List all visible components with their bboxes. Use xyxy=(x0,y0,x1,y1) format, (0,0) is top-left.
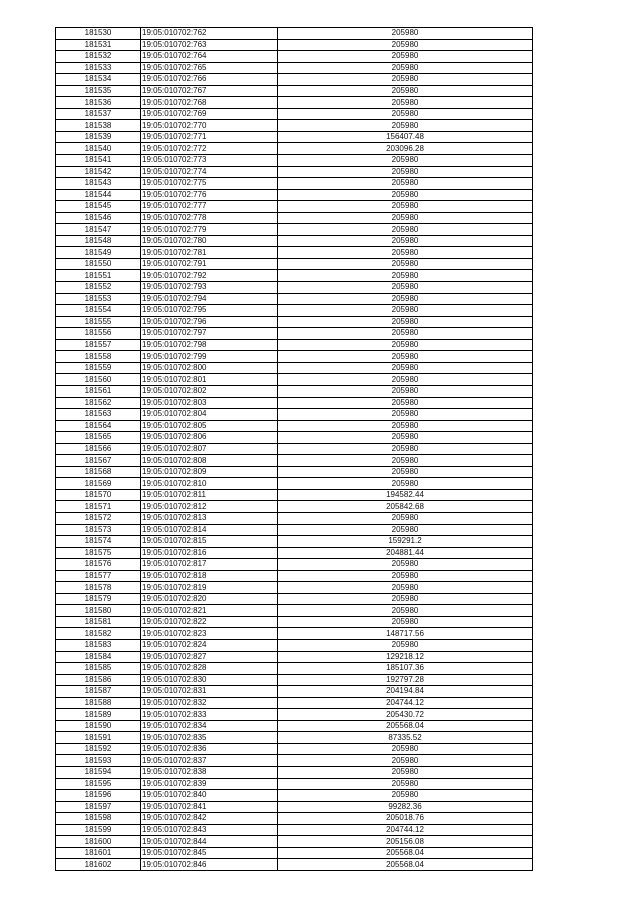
cadastral-number-cell: 19:05:010702:774 xyxy=(141,166,278,178)
value-cell: 205980 xyxy=(278,639,533,651)
table-row xyxy=(56,28,533,40)
table-row xyxy=(56,155,533,167)
cadastral-number-cell: 19:05:010702:800 xyxy=(141,362,278,374)
cadastral-number-cell: 19:05:010702:763 xyxy=(141,39,278,51)
cadastral-number-cell: 19:05:010702:845 xyxy=(141,847,278,859)
table-row xyxy=(56,593,533,605)
row-number-cell: 181584 xyxy=(56,651,141,663)
value-cell: 205018.76 xyxy=(278,813,533,825)
cadastral-number-cell: 19:05:010702:843 xyxy=(141,824,278,836)
cadastral-number-cell: 19:05:010702:792 xyxy=(141,270,278,282)
value-cell: 205980 xyxy=(278,28,533,40)
value-cell: 205980 xyxy=(278,755,533,767)
row-number-cell: 181533 xyxy=(56,62,141,74)
value-cell: 205980 xyxy=(278,189,533,201)
value-cell: 205980 xyxy=(278,201,533,213)
cadastral-number-cell: 19:05:010702:762 xyxy=(141,28,278,40)
value-cell: 87335.52 xyxy=(278,732,533,744)
cadastral-number-cell: 19:05:010702:822 xyxy=(141,616,278,628)
row-number-cell: 181565 xyxy=(56,432,141,444)
cadastral-number-cell: 19:05:010702:795 xyxy=(141,305,278,317)
value-cell: 205980 xyxy=(278,432,533,444)
row-number-cell: 181570 xyxy=(56,489,141,501)
cadastral-number-cell: 19:05:010702:818 xyxy=(141,570,278,582)
table-row xyxy=(56,767,533,779)
value-cell: 205980 xyxy=(278,385,533,397)
cadastral-number-cell: 19:05:010702:794 xyxy=(141,293,278,305)
cadastral-number-cell: 19:05:010702:837 xyxy=(141,755,278,767)
cadastral-number-cell: 19:05:010702:802 xyxy=(141,385,278,397)
cadastral-number-cell: 19:05:010702:777 xyxy=(141,201,278,213)
row-number-cell: 181596 xyxy=(56,790,141,802)
value-cell: 204194.84 xyxy=(278,686,533,698)
cadastral-number-cell: 19:05:010702:832 xyxy=(141,697,278,709)
table-row xyxy=(56,720,533,732)
value-cell: 205980 xyxy=(278,420,533,432)
cadastral-number-cell: 19:05:010702:828 xyxy=(141,663,278,675)
value-cell: 205980 xyxy=(278,409,533,421)
table-row xyxy=(56,178,533,190)
row-number-cell: 181562 xyxy=(56,397,141,409)
table-row xyxy=(56,859,533,871)
table-row xyxy=(56,351,533,363)
row-number-cell: 181599 xyxy=(56,824,141,836)
table-row xyxy=(56,443,533,455)
value-cell: 205156.08 xyxy=(278,836,533,848)
table-row xyxy=(56,512,533,524)
table-row xyxy=(56,51,533,63)
row-number-cell: 181535 xyxy=(56,85,141,97)
value-cell: 205980 xyxy=(278,120,533,132)
row-number-cell: 181534 xyxy=(56,74,141,86)
row-number-cell: 181564 xyxy=(56,420,141,432)
value-cell: 205980 xyxy=(278,397,533,409)
table-row xyxy=(56,836,533,848)
row-number-cell: 181597 xyxy=(56,801,141,813)
table-row xyxy=(56,282,533,294)
value-cell: 205980 xyxy=(278,305,533,317)
cadastral-number-cell: 19:05:010702:779 xyxy=(141,224,278,236)
table-row xyxy=(56,570,533,582)
value-cell: 205980 xyxy=(278,74,533,86)
cadastral-number-cell: 19:05:010702:817 xyxy=(141,559,278,571)
cadastral-number-cell: 19:05:010702:836 xyxy=(141,743,278,755)
table-body xyxy=(56,28,533,871)
cadastral-number-cell: 19:05:010702:831 xyxy=(141,686,278,698)
cadastral-number-cell: 19:05:010702:781 xyxy=(141,247,278,259)
table-row xyxy=(56,616,533,628)
row-number-cell: 181552 xyxy=(56,282,141,294)
value-cell: 205980 xyxy=(278,559,533,571)
value-cell: 205980 xyxy=(278,293,533,305)
row-number-cell: 181561 xyxy=(56,385,141,397)
table-row xyxy=(56,813,533,825)
table-row xyxy=(56,224,533,236)
cadastral-number-cell: 19:05:010702:803 xyxy=(141,397,278,409)
row-number-cell: 181551 xyxy=(56,270,141,282)
table-row xyxy=(56,212,533,224)
value-cell: 148717.56 xyxy=(278,628,533,640)
cadastral-number-cell: 19:05:010702:793 xyxy=(141,282,278,294)
cadastral-number-cell: 19:05:010702:834 xyxy=(141,720,278,732)
value-cell: 205980 xyxy=(278,790,533,802)
cadastral-number-cell: 19:05:010702:816 xyxy=(141,547,278,559)
value-cell: 205980 xyxy=(278,374,533,386)
table-row xyxy=(56,293,533,305)
value-cell: 205980 xyxy=(278,39,533,51)
table-row xyxy=(56,686,533,698)
cadastral-number-cell: 19:05:010702:830 xyxy=(141,674,278,686)
row-number-cell: 181579 xyxy=(56,593,141,605)
row-number-cell: 181542 xyxy=(56,166,141,178)
row-number-cell: 181566 xyxy=(56,443,141,455)
row-number-cell: 181539 xyxy=(56,131,141,143)
table-row xyxy=(56,270,533,282)
value-cell: 203096.28 xyxy=(278,143,533,155)
row-number-cell: 181554 xyxy=(56,305,141,317)
table-row xyxy=(56,131,533,143)
row-number-cell: 181582 xyxy=(56,628,141,640)
value-cell: 205980 xyxy=(278,593,533,605)
table-row xyxy=(56,547,533,559)
table-row xyxy=(56,362,533,374)
cadastral-number-cell: 19:05:010702:767 xyxy=(141,85,278,97)
value-cell: 205980 xyxy=(278,339,533,351)
cadastral-number-cell: 19:05:010702:766 xyxy=(141,74,278,86)
row-number-cell: 181553 xyxy=(56,293,141,305)
value-cell: 192797.28 xyxy=(278,674,533,686)
table-row xyxy=(56,328,533,340)
value-cell: 205980 xyxy=(278,85,533,97)
row-number-cell: 181531 xyxy=(56,39,141,51)
table-row xyxy=(56,732,533,744)
table-row xyxy=(56,651,533,663)
row-number-cell: 181571 xyxy=(56,501,141,513)
cadastral-number-cell: 19:05:010702:765 xyxy=(141,62,278,74)
cadastral-number-cell: 19:05:010702:770 xyxy=(141,120,278,132)
cadastral-number-cell: 19:05:010702:799 xyxy=(141,351,278,363)
cadastral-number-cell: 19:05:010702:768 xyxy=(141,97,278,109)
value-cell: 205980 xyxy=(278,235,533,247)
value-cell: 205980 xyxy=(278,282,533,294)
table-row xyxy=(56,790,533,802)
value-cell: 205842.68 xyxy=(278,501,533,513)
row-number-cell: 181600 xyxy=(56,836,141,848)
value-cell: 205980 xyxy=(278,178,533,190)
cadastral-number-cell: 19:05:010702:846 xyxy=(141,859,278,871)
table-row xyxy=(56,258,533,270)
row-number-cell: 181590 xyxy=(56,720,141,732)
cadastral-number-cell: 19:05:010702:841 xyxy=(141,801,278,813)
table-row xyxy=(56,674,533,686)
cadastral-number-cell: 19:05:010702:839 xyxy=(141,778,278,790)
value-cell: 204744.12 xyxy=(278,824,533,836)
table-row xyxy=(56,582,533,594)
row-number-cell: 181595 xyxy=(56,778,141,790)
table-row xyxy=(56,397,533,409)
value-cell: 205980 xyxy=(278,108,533,120)
row-number-cell: 181598 xyxy=(56,813,141,825)
cadastral-number-cell: 19:05:010702:771 xyxy=(141,131,278,143)
cadastral-number-cell: 19:05:010702:821 xyxy=(141,605,278,617)
cadastral-number-cell: 19:05:010702:824 xyxy=(141,639,278,651)
row-number-cell: 181549 xyxy=(56,247,141,259)
value-cell: 205980 xyxy=(278,616,533,628)
row-number-cell: 181545 xyxy=(56,201,141,213)
value-cell: 204881.44 xyxy=(278,547,533,559)
table-row xyxy=(56,847,533,859)
cadastral-number-cell: 19:05:010702:820 xyxy=(141,593,278,605)
row-number-cell: 181558 xyxy=(56,351,141,363)
cadastral-number-cell: 19:05:010702:844 xyxy=(141,836,278,848)
cadastral-number-cell: 19:05:010702:840 xyxy=(141,790,278,802)
cadastral-number-cell: 19:05:010702:842 xyxy=(141,813,278,825)
table-row xyxy=(56,189,533,201)
row-number-cell: 181536 xyxy=(56,97,141,109)
value-cell: 205980 xyxy=(278,247,533,259)
cadastral-number-cell: 19:05:010702:814 xyxy=(141,524,278,536)
value-cell: 205980 xyxy=(278,51,533,63)
cadastral-number-cell: 19:05:010702:819 xyxy=(141,582,278,594)
value-cell: 205980 xyxy=(278,155,533,167)
value-cell: 205980 xyxy=(278,512,533,524)
cadastral-number-cell: 19:05:010702:775 xyxy=(141,178,278,190)
table-row xyxy=(56,420,533,432)
row-number-cell: 181602 xyxy=(56,859,141,871)
row-number-cell: 181592 xyxy=(56,743,141,755)
row-number-cell: 181557 xyxy=(56,339,141,351)
cadastral-number-cell: 19:05:010702:835 xyxy=(141,732,278,744)
row-number-cell: 181593 xyxy=(56,755,141,767)
value-cell: 194582.44 xyxy=(278,489,533,501)
value-cell: 204744.12 xyxy=(278,697,533,709)
table-row xyxy=(56,120,533,132)
row-number-cell: 181588 xyxy=(56,697,141,709)
value-cell: 205980 xyxy=(278,743,533,755)
value-cell: 159291.2 xyxy=(278,536,533,548)
value-cell: 205980 xyxy=(278,316,533,328)
value-cell: 205980 xyxy=(278,605,533,617)
table-row xyxy=(56,801,533,813)
value-cell: 205568.04 xyxy=(278,859,533,871)
cadastral-number-cell: 19:05:010702:804 xyxy=(141,409,278,421)
table-row xyxy=(56,743,533,755)
cadastral-number-cell: 19:05:010702:796 xyxy=(141,316,278,328)
table-row xyxy=(56,628,533,640)
value-cell: 205430.72 xyxy=(278,709,533,721)
table-row xyxy=(56,824,533,836)
table-row xyxy=(56,85,533,97)
table-row xyxy=(56,74,533,86)
cadastral-number-cell: 19:05:010702:813 xyxy=(141,512,278,524)
table-row xyxy=(56,455,533,467)
row-number-cell: 181572 xyxy=(56,512,141,524)
cadastral-number-cell: 19:05:010702:764 xyxy=(141,51,278,63)
table-row xyxy=(56,663,533,675)
cadastral-number-cell: 19:05:010702:838 xyxy=(141,767,278,779)
cadastral-number-cell: 19:05:010702:776 xyxy=(141,189,278,201)
table-row xyxy=(56,374,533,386)
table-row xyxy=(56,605,533,617)
row-number-cell: 181587 xyxy=(56,686,141,698)
table-row xyxy=(56,501,533,513)
value-cell: 205980 xyxy=(278,767,533,779)
row-number-cell: 181594 xyxy=(56,767,141,779)
table-row xyxy=(56,108,533,120)
value-cell: 205980 xyxy=(278,455,533,467)
value-cell: 205980 xyxy=(278,570,533,582)
cadastral-number-cell: 19:05:010702:801 xyxy=(141,374,278,386)
value-cell: 205980 xyxy=(278,258,533,270)
row-number-cell: 181589 xyxy=(56,709,141,721)
row-number-cell: 181583 xyxy=(56,639,141,651)
value-cell: 205980 xyxy=(278,351,533,363)
value-cell: 129218.12 xyxy=(278,651,533,663)
row-number-cell: 181532 xyxy=(56,51,141,63)
cadastral-number-cell: 19:05:010702:823 xyxy=(141,628,278,640)
row-number-cell: 181541 xyxy=(56,155,141,167)
table-row xyxy=(56,62,533,74)
row-number-cell: 181586 xyxy=(56,674,141,686)
cadastral-number-cell: 19:05:010702:812 xyxy=(141,501,278,513)
table-row xyxy=(56,755,533,767)
row-number-cell: 181576 xyxy=(56,559,141,571)
row-number-cell: 181585 xyxy=(56,663,141,675)
row-number-cell: 181601 xyxy=(56,847,141,859)
table-row xyxy=(56,39,533,51)
row-number-cell: 181574 xyxy=(56,536,141,548)
table-row xyxy=(56,489,533,501)
row-number-cell: 181555 xyxy=(56,316,141,328)
table-row xyxy=(56,143,533,155)
table-row xyxy=(56,697,533,709)
cadastral-number-cell: 19:05:010702:805 xyxy=(141,420,278,432)
row-number-cell: 181546 xyxy=(56,212,141,224)
cadastral-number-cell: 19:05:010702:811 xyxy=(141,489,278,501)
value-cell: 205980 xyxy=(278,478,533,490)
table-row xyxy=(56,247,533,259)
table-row xyxy=(56,432,533,444)
value-cell: 205980 xyxy=(278,166,533,178)
table-row xyxy=(56,305,533,317)
cadastral-number-cell: 19:05:010702:827 xyxy=(141,651,278,663)
table-row xyxy=(56,709,533,721)
cadastral-number-cell: 19:05:010702:806 xyxy=(141,432,278,444)
table-row xyxy=(56,201,533,213)
row-number-cell: 181559 xyxy=(56,362,141,374)
row-number-cell: 181547 xyxy=(56,224,141,236)
row-number-cell: 181537 xyxy=(56,108,141,120)
table-row xyxy=(56,385,533,397)
value-cell: 205568.04 xyxy=(278,720,533,732)
value-cell: 99282.36 xyxy=(278,801,533,813)
row-number-cell: 181573 xyxy=(56,524,141,536)
cadastral-number-cell: 19:05:010702:780 xyxy=(141,235,278,247)
cadastral-number-cell: 19:05:010702:797 xyxy=(141,328,278,340)
value-cell: 205980 xyxy=(278,362,533,374)
table-row xyxy=(56,778,533,790)
row-number-cell: 181556 xyxy=(56,328,141,340)
value-cell: 205980 xyxy=(278,62,533,74)
row-number-cell: 181548 xyxy=(56,235,141,247)
row-number-cell: 181530 xyxy=(56,28,141,40)
value-cell: 156407.48 xyxy=(278,131,533,143)
row-number-cell: 181567 xyxy=(56,455,141,467)
row-number-cell: 181550 xyxy=(56,258,141,270)
row-number-cell: 181578 xyxy=(56,582,141,594)
row-number-cell: 181577 xyxy=(56,570,141,582)
table-row xyxy=(56,316,533,328)
row-number-cell: 181581 xyxy=(56,616,141,628)
row-number-cell: 181563 xyxy=(56,409,141,421)
value-cell: 205980 xyxy=(278,466,533,478)
table-row xyxy=(56,478,533,490)
value-cell: 185107.36 xyxy=(278,663,533,675)
value-cell: 205980 xyxy=(278,270,533,282)
cadastral-number-cell: 19:05:010702:833 xyxy=(141,709,278,721)
value-cell: 205980 xyxy=(278,224,533,236)
value-cell: 205568.04 xyxy=(278,847,533,859)
value-cell: 205980 xyxy=(278,443,533,455)
cadastral-number-cell: 19:05:010702:772 xyxy=(141,143,278,155)
table-row xyxy=(56,639,533,651)
table-row xyxy=(56,559,533,571)
row-number-cell: 181580 xyxy=(56,605,141,617)
cadastral-number-cell: 19:05:010702:778 xyxy=(141,212,278,224)
row-number-cell: 181544 xyxy=(56,189,141,201)
cadastral-number-cell: 19:05:010702:808 xyxy=(141,455,278,467)
cadastral-number-cell: 19:05:010702:791 xyxy=(141,258,278,270)
table-row xyxy=(56,536,533,548)
value-cell: 205980 xyxy=(278,97,533,109)
table-row xyxy=(56,235,533,247)
row-number-cell: 181591 xyxy=(56,732,141,744)
cadastral-number-cell: 19:05:010702:815 xyxy=(141,536,278,548)
cadastral-number-cell: 19:05:010702:769 xyxy=(141,108,278,120)
value-cell: 205980 xyxy=(278,582,533,594)
table-row xyxy=(56,97,533,109)
row-number-cell: 181538 xyxy=(56,120,141,132)
cadastral-number-cell: 19:05:010702:798 xyxy=(141,339,278,351)
row-number-cell: 181569 xyxy=(56,478,141,490)
table-row xyxy=(56,524,533,536)
cadastral-number-cell: 19:05:010702:773 xyxy=(141,155,278,167)
cadastral-number-cell: 19:05:010702:807 xyxy=(141,443,278,455)
cadastral-number-cell: 19:05:010702:809 xyxy=(141,466,278,478)
table-row xyxy=(56,339,533,351)
value-cell: 205980 xyxy=(278,328,533,340)
cadastral-number-cell: 19:05:010702:810 xyxy=(141,478,278,490)
table-row xyxy=(56,409,533,421)
row-number-cell: 181540 xyxy=(56,143,141,155)
cadastral-value-table xyxy=(55,27,533,871)
table-row xyxy=(56,166,533,178)
table-row xyxy=(56,466,533,478)
row-number-cell: 181543 xyxy=(56,178,141,190)
row-number-cell: 181575 xyxy=(56,547,141,559)
row-number-cell: 181560 xyxy=(56,374,141,386)
value-cell: 205980 xyxy=(278,778,533,790)
value-cell: 205980 xyxy=(278,212,533,224)
value-cell: 205980 xyxy=(278,524,533,536)
row-number-cell: 181568 xyxy=(56,466,141,478)
